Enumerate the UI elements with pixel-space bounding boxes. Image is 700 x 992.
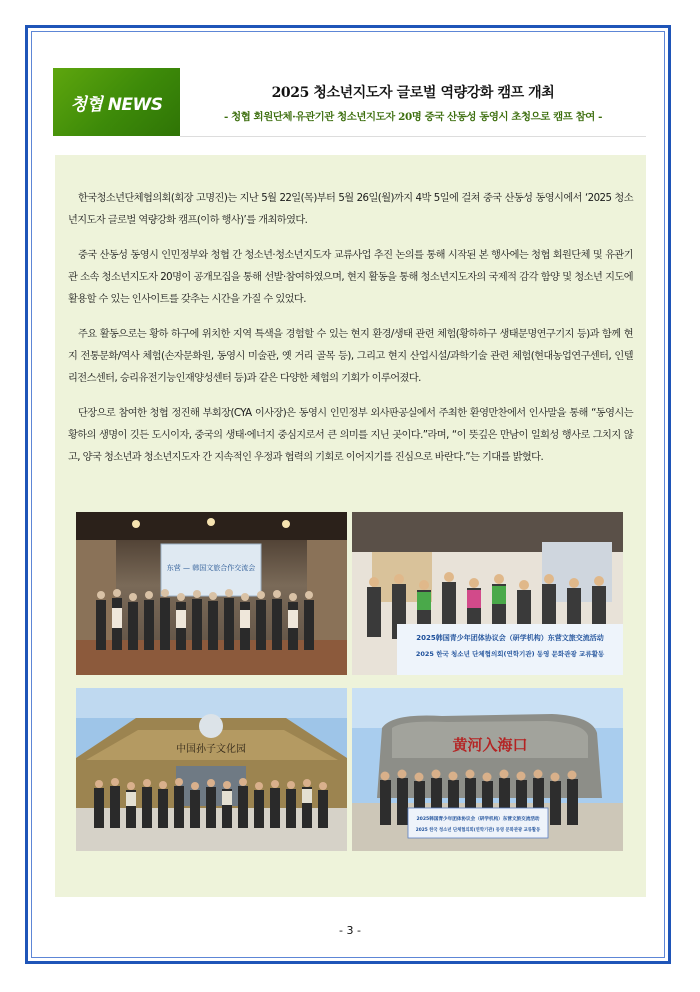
article-subtitle: - 청협 회원단체·유관기관 청소년지도자 20명 중국 산동성 동영시 초청으로 캠프 참여 -	[223, 111, 603, 123]
estuary-banner-text-cn: 2025韩国青少年团体协议会（研学机构）东营文旅交流活动	[416, 817, 540, 822]
culture-park-sign: 中国孙子文化园	[176, 744, 246, 755]
article-body	[68, 188, 633, 482]
article-title: 2025 청소년지도자 글로벌 역량강화 캠프 개최	[271, 85, 555, 101]
paragraph-4: 단장으로 참여한 청협 정진해 부회장(CYA 이사장)은 동영시 인민정부 외사판공실에서 주최한 환영만찬에서 인사말을 통해 “동영시는 황하의 생명이 깃든 도시이자, 중국의 생태·에너지 중심지로서 큰 의미를 지닌 곳이다.”라며, “이 뜻깊은 만남이 일회성 행사로 그치지 않고, 양국 청소년과 청소년지도자 간 지속적인 우정과 협력의 기회로 이어지기를 진심으로 바란다.”는 기대를 밝혔다.	[68, 408, 633, 463]
paragraph-3: 주요 활동으로는 황하 하구에 위치한 지역 특색을 경험할 수 있는 현지 환경/생태 관련 체험(황하하구 생태문명연구기지 등)과 함께 현지 전통문화/역사 체험(손자문화원, 동영시 미술관, 옛 거리 골목 등), 그리고 현지 산업시설/과학기술 관련 체험(현대농업연구센터, 인텔리전스센터, 승리유전기능인재양성센터 등)과 같은 다양한 체험의 기회가 이루어졌다.	[68, 329, 633, 384]
banner-text-cn: 2025韩国青少年团体协议会（研学机构）东营文旅交流活动	[416, 634, 604, 642]
title-box	[180, 68, 646, 137]
photo-yellow-river-stone	[352, 688, 623, 851]
estuary-banner-text-kr: 2025 한국 청소년 단체협의회(연학기관) 동영 문화관광 교류활동	[415, 828, 541, 833]
photo-banner-group	[352, 512, 623, 675]
banner-text-kr: 2025 한국 청소년 단체협의회(연학기관) 동영 문화관광 교류활동	[415, 650, 605, 658]
photo-conference-group	[76, 512, 347, 675]
paragraph-1: 한국청소년단체협의회(회장 고명진)는 지난 5월 22일(목)부터 5월 26일(월)까지 4박 5일에 걸쳐 중국 산동성 동영시에서 ‘2025 청소년지도자 글로벌 역량강화 캠프(이하 행사)’를 개최하였다.	[68, 193, 633, 226]
photo-culture-park	[76, 688, 347, 851]
news-tag	[53, 68, 180, 136]
page-number: - 3 -	[339, 924, 361, 937]
yellow-river-stone-text: 黄河入海口	[452, 736, 528, 754]
conference-screen-text: 东营 — 韩国文旅合作交流会	[166, 564, 256, 572]
news-tag-label: 청협 NEWS	[70, 94, 163, 115]
paragraph-2: 중국 산동성 동영시 인민정부와 청협 간 청소년·청소년지도자 교류사업 추진 논의를 통해 시작된 본 행사에는 청협 회원단체 및 유관기관 소속 청소년지도자 20명이 공개모집을 통해 선발·참여하였으며, 현지 활동을 통해 청소년지도자의 국제적 감각 함양 및 청소년 지도에 활용할 수 있는 인사이트를 갖추는 시간을 가질 수 있었다.	[68, 250, 633, 305]
